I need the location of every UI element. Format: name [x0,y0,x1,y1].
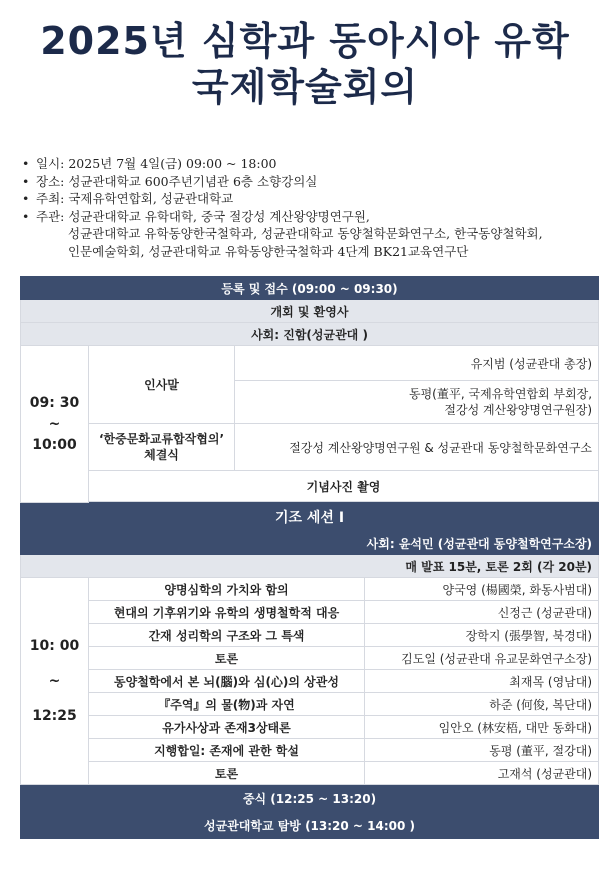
opening-time: 09: 30 ~ 10:00 [21,346,89,503]
event-info [22,155,602,260]
lunch-row: 중식 (12:25 ~ 13:20) [21,785,599,812]
opening-row: 개회 및 환영사 [21,300,599,323]
talk-speaker: 하준 (何俊, 복단대) [365,693,599,716]
talk-speaker: 동평 (董平, 절강대) [365,739,599,762]
talk-speaker: 김도일 (성균관대 유교문화연구소장) [365,647,599,670]
photo-row [21,471,599,502]
talk-row [21,601,599,624]
talk-title: 현대의 기후위기와 유학의 생명철학적 대응 [89,601,365,624]
talk-speaker: 신정근 (성균관대) [365,601,599,624]
talk-row [21,624,599,647]
opening-moderator-row: 사회: 진함(성균관대 ) [21,323,599,346]
title-line-1: 2025년 심학과 동아시아 유학 [40,19,570,63]
info-organizer-cont-1: 성균관대학교 유학동양한국철학과, 성균관대학교 동양철학문화연구소, 한국동양철학회, [68,226,543,241]
talk-title: 토론 [89,762,365,785]
talk-row [21,739,599,762]
talk-speaker: 최재목 (영남대) [365,670,599,693]
tour-row: 성균관대학교 탐방 (13:20 ~ 14:00 ) [21,812,599,839]
talk-title: 지행합일: 존재에 관한 학설 [89,739,365,762]
page-title [0,18,610,111]
agreement-parties: 절강성 계산왕양명연구원 & 성균관대 동양철학문화연구소 [235,424,599,471]
program-table [20,276,599,839]
agreement-row [21,424,599,471]
info-place: • 장소: 성균관대학교 600주년기념관 6층 소향강의실 [22,173,318,189]
greeting-speaker-2: 동평(董平, 국제유학연합회 부회장, 절강성 계산왕양명연구원장) [235,381,599,424]
agreement-label: ‘한중문화교류합작협의’ 체결식 [89,424,235,471]
talk-row [21,716,599,739]
talk-row [21,670,599,693]
info-date: • 일시: 2025년 7월 4일(금) 09:00 ~ 18:00 [22,156,277,171]
talk-row [21,578,599,601]
info-organizer: • 주관: 성균관대학교 유학대학, 중국 절강성 계산왕양명연구원, [22,208,370,224]
talk-title: 간재 성리학의 구조와 그 특색 [89,624,365,647]
talk-speaker: 고재석 (성균관대) [365,762,599,785]
info-organizer-cont-2: 인문예술학회, 성균관대학교 유학동양한국철학과 4단계 BK21교육연구단 [68,243,469,259]
talk-title: 토론 [89,647,365,670]
registration-row: 등록 및 접수 (09:00 ~ 09:30) [21,277,599,300]
photo-session: 기념사진 촬영 [89,471,599,502]
talk-title: 『주역』의 물(物)과 자연 [89,693,365,716]
talk-title: 동양철학에서 본 뇌(腦)와 심(心)의 상관성 [89,670,365,693]
session1-moderator-row: 사회: 윤석민 (성균관대 동양철학연구소장) [21,532,599,555]
session1-title-row: 기조 세션 I [21,503,599,532]
title-line-2: 국제학술회의 [191,65,419,110]
session1-time: 10: 00 ~ 12:25 [21,578,89,785]
greeting-row-1 [21,346,599,381]
talk-row [21,647,599,670]
talk-speaker: 장학지 (張學智, 북경대) [365,624,599,647]
info-host: • 주최: 국제유학연합회, 성균관대학교 [22,191,234,206]
talk-speaker: 양국영 (楊國榮, 화동사범대) [365,578,599,601]
talk-row [21,693,599,716]
talk-title: 유가사상과 존재3상태론 [89,716,365,739]
talk-title: 양명심학의 가치와 함의 [89,578,365,601]
talk-speaker: 임안오 (林安梧, 대만 동화대) [365,716,599,739]
greeting-label: 인사말 [89,346,235,424]
talk-row [21,762,599,785]
greeting-speaker-1: 유지범 (성균관대 총장) [235,346,599,381]
session1-format-row: 매 발표 15분, 토론 2회 (각 20분) [21,555,599,578]
